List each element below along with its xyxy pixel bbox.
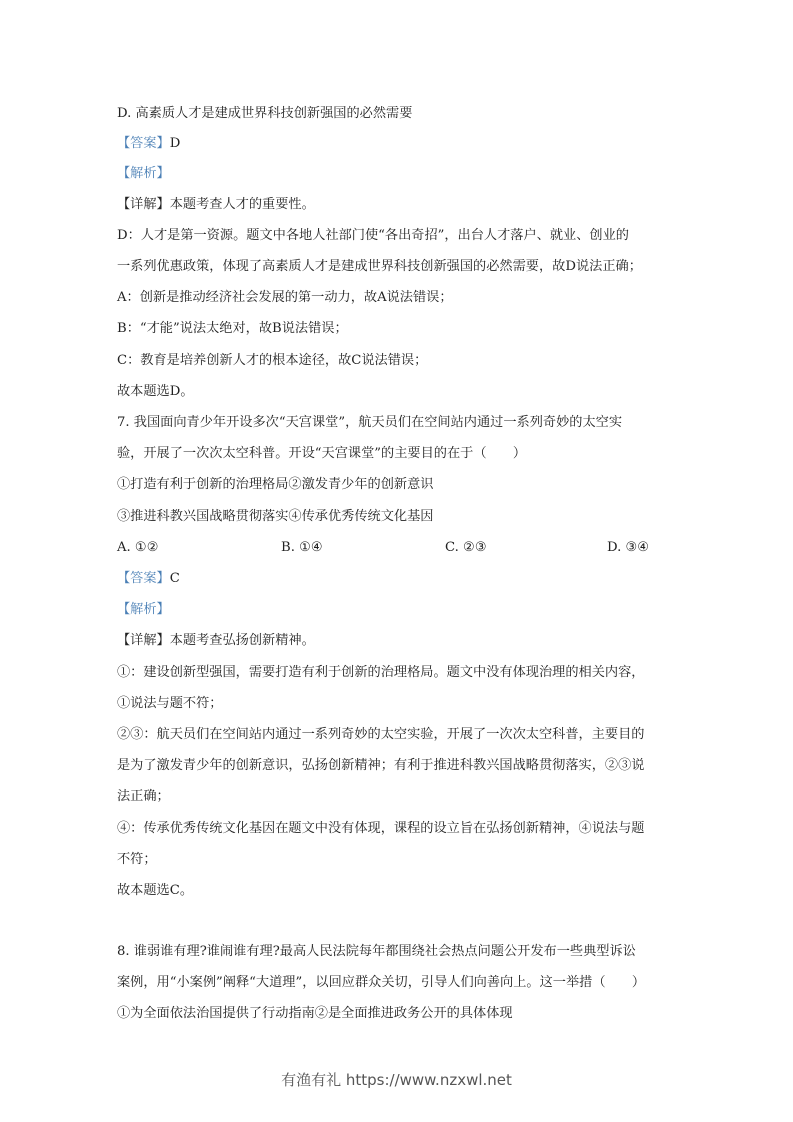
question-8-statement: ①为全面依法治国提供了行动指南②是全面推进政务公开的具体体现 bbox=[117, 1006, 513, 1021]
answer-tag: 【答案】 bbox=[117, 571, 170, 586]
paragraph-line: ①：建设创新型强国，需要打造有利于创新的治理格局。题文中没有体现治理的相关内容， bbox=[117, 665, 645, 680]
analysis-tag: 【解析】 bbox=[117, 166, 170, 181]
paragraph-line: ④：传承优秀传统文化基因在题文中没有体现，课程的设立旨在弘扬创新精神，④说法与题 bbox=[117, 821, 645, 836]
option-d-text: D. 高素质人才是建成世界科技创新强国的必然需要 bbox=[117, 106, 413, 121]
paragraph-line: B：“才能”说法太绝对，故B说法错误； bbox=[117, 321, 348, 336]
detail-line: 【详解】本题考查人才的重要性。 bbox=[117, 197, 315, 212]
question-7-line: 7. 我国面向青少年开设多次“天宫课堂”，航天员们在空间站内通过一系列奇妙的太空实 bbox=[117, 415, 623, 430]
answer-tag: 【答案】 bbox=[117, 136, 170, 151]
paragraph-line: 一系列优惠政策，体现了高素质人才是建成世界科技创新强国的必然需要，故D说法正确； bbox=[117, 259, 642, 274]
answer-line bbox=[117, 569, 180, 589]
paragraph-line: ②③：航天员们在空间站内通过一系列奇妙的太空实验，开展了一次次太空科普，主要目的 bbox=[117, 727, 645, 742]
question-7-options bbox=[117, 538, 677, 558]
question-8-line: 案例，用“小案例”阐释“大道理”，以回应群众关切，引导人们向善向上。这一举措（ ） bbox=[117, 975, 646, 990]
paragraph-line: ①说法与题不符； bbox=[117, 696, 223, 711]
analysis-tag: 【解析】 bbox=[117, 602, 170, 617]
paragraph-line: 不符； bbox=[117, 852, 157, 867]
answer-value: C bbox=[169, 571, 180, 586]
answer-line bbox=[117, 134, 180, 154]
paragraph-line: C：教育是培养创新人才的根本途径，故C说法错误； bbox=[117, 353, 428, 368]
question-7-statement: ③推进科教兴国战略贯彻落实④传承优秀传统文化基因 bbox=[117, 509, 434, 524]
option-a: A. ①② bbox=[117, 540, 159, 555]
question-8-line: 8. 谁弱谁有理?谁闹谁有理?最高人民法院每年都围绕社会热点问题公开发布一些典型诉讼 bbox=[117, 944, 636, 959]
option-b: B. ①④ bbox=[281, 540, 323, 555]
question-7-line: 验，开展了一次次太空科普。开设“天宫课堂”的主要目的在于（ ） bbox=[117, 446, 527, 461]
question-7-statement: ①打造有利于创新的治理格局②激发青少年的创新意识 bbox=[117, 477, 434, 492]
option-d: D. ③④ bbox=[607, 540, 650, 555]
paragraph-line: 故本题选D。 bbox=[117, 384, 194, 399]
paragraph-line: D：人才是第一资源。题文中各地人社部门使“各出奇招”，出台人才落户、就业、创业的 bbox=[117, 228, 629, 243]
option-c: C. ②③ bbox=[445, 540, 487, 555]
page-footer: 有渔有礼 https://www.nzxwl.net bbox=[281, 1071, 512, 1089]
paragraph-line: A：创新是推动经济社会发展的第一动力，故A说法错误； bbox=[117, 290, 453, 305]
paragraph-line: 故本题选C。 bbox=[117, 883, 194, 898]
answer-value: D bbox=[169, 136, 181, 151]
paragraph-line: 是为了激发青少年的创新意识，弘扬创新精神；有利于推进科教兴国战略贯彻落实，②③说 bbox=[117, 758, 645, 773]
paragraph-line: 法正确； bbox=[117, 789, 170, 804]
detail-line: 【详解】本题考查弘扬创新精神。 bbox=[117, 633, 315, 648]
